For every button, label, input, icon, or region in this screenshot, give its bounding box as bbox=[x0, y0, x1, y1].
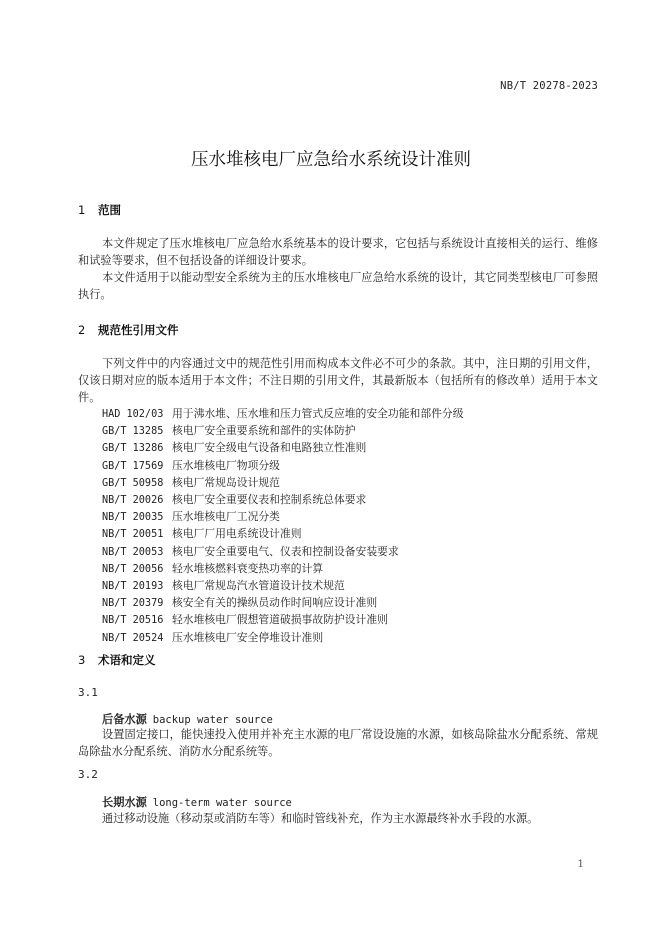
section-1-heading bbox=[78, 202, 121, 218]
reference-item: NB/T 20051 核电厂厂用电系统设计准则 bbox=[102, 527, 302, 541]
reference-item: GB/T 13286 核电厂安全级电气设备和电路独立性准则 bbox=[102, 441, 367, 455]
reference-item: GB/T 17569 压水堆核电厂物项分级 bbox=[102, 458, 280, 472]
reference-item: GB/T 50958 核电厂常规岛设计规范 bbox=[102, 475, 280, 489]
section-title: 范围 bbox=[98, 203, 121, 217]
term-zh: 长期水源 bbox=[102, 796, 147, 809]
reference-item: NB/T 20026 核电厂安全重要仪表和控制系统总体要求 bbox=[102, 493, 367, 507]
reference-item: NB/T 20516 轻水堆核电厂假想管道破损事故防护设计准则 bbox=[102, 613, 388, 627]
section-2-heading bbox=[78, 322, 179, 338]
section-number: 3 bbox=[78, 653, 86, 667]
reference-item: NB/T 20379 核安全有关的操纵员动作时间响应设计准则 bbox=[102, 596, 378, 610]
page-number: 1 bbox=[577, 858, 584, 870]
section-1-paragraph-2: 本文件适用于以能动型安全系统为主的压水堆核电厂应急给水系统的设计，其它同类型核电厂可参照执行。 bbox=[78, 271, 598, 301]
term-number: 3.2 bbox=[78, 768, 98, 781]
reference-item: NB/T 20056 轻水堆核燃料衰变热功率的计算 bbox=[102, 561, 324, 575]
term-en: long-term water source bbox=[152, 797, 292, 809]
term-heading bbox=[102, 711, 273, 727]
section-title: 规范性引用文件 bbox=[98, 323, 179, 337]
term-definition: 设置固定接口，能快速投入使用并补充主水源的电厂常设设施的水源，如核岛除盐水分配系统、常规岛除盐水分配系统、消防水分配系统等。 bbox=[78, 728, 598, 758]
section-number: 2 bbox=[78, 323, 86, 337]
section-2-paragraph-1: 下列文件中的内容通过文中的规范性引用而构成本文件必不可少的条款。其中，注日期的引用文件，仅该日期对应的版本适用于本文件；不注日期的引用文件，其最新版本（包括所有的修改单）适用于本文件。 bbox=[78, 357, 598, 404]
page-title: 压水堆核电厂应急给水系统设计准则 bbox=[191, 150, 471, 170]
reference-item: GB/T 13285 核电厂安全重要系统和部件的实体防护 bbox=[102, 424, 356, 438]
section-1-paragraph-1: 本文件规定了压水堆核电厂应急给水系统基本的设计要求，它包括与系统设计直接相关的运行、维修和试验等要求，但不包括设备的详细设计要求。 bbox=[78, 237, 598, 267]
reference-item: NB/T 20193 核电厂常规岛汽水管道设计技术规范 bbox=[102, 579, 345, 593]
reference-item: NB/T 20524 压水堆核电厂安全停堆设计准则 bbox=[102, 630, 324, 644]
section-title: 术语和定义 bbox=[98, 653, 156, 667]
reference-list bbox=[102, 406, 464, 647]
section-3-heading bbox=[78, 652, 156, 668]
document-code: NB/T 20278-2023 bbox=[500, 80, 598, 92]
reference-item: HAD 102/03 用于沸水堆、压水堆和压力管式反应堆的安全功能和部件分级 bbox=[102, 407, 464, 420]
reference-item: NB/T 20053 核电厂安全重要电气、仪表和控制设备安装要求 bbox=[102, 544, 399, 558]
term-en: backup water source bbox=[152, 714, 273, 726]
term-number: 3.1 bbox=[78, 686, 98, 699]
term-definition: 通过移动设施（移动泵或消防车等）和临时管线补充，作为主水源最终补水手段的水源。 bbox=[102, 812, 539, 825]
section-number: 1 bbox=[78, 203, 86, 217]
term-zh: 后备水源 bbox=[102, 713, 147, 726]
reference-item: NB/T 20035 压水堆核电厂工况分类 bbox=[102, 510, 280, 524]
term-heading bbox=[102, 794, 292, 810]
